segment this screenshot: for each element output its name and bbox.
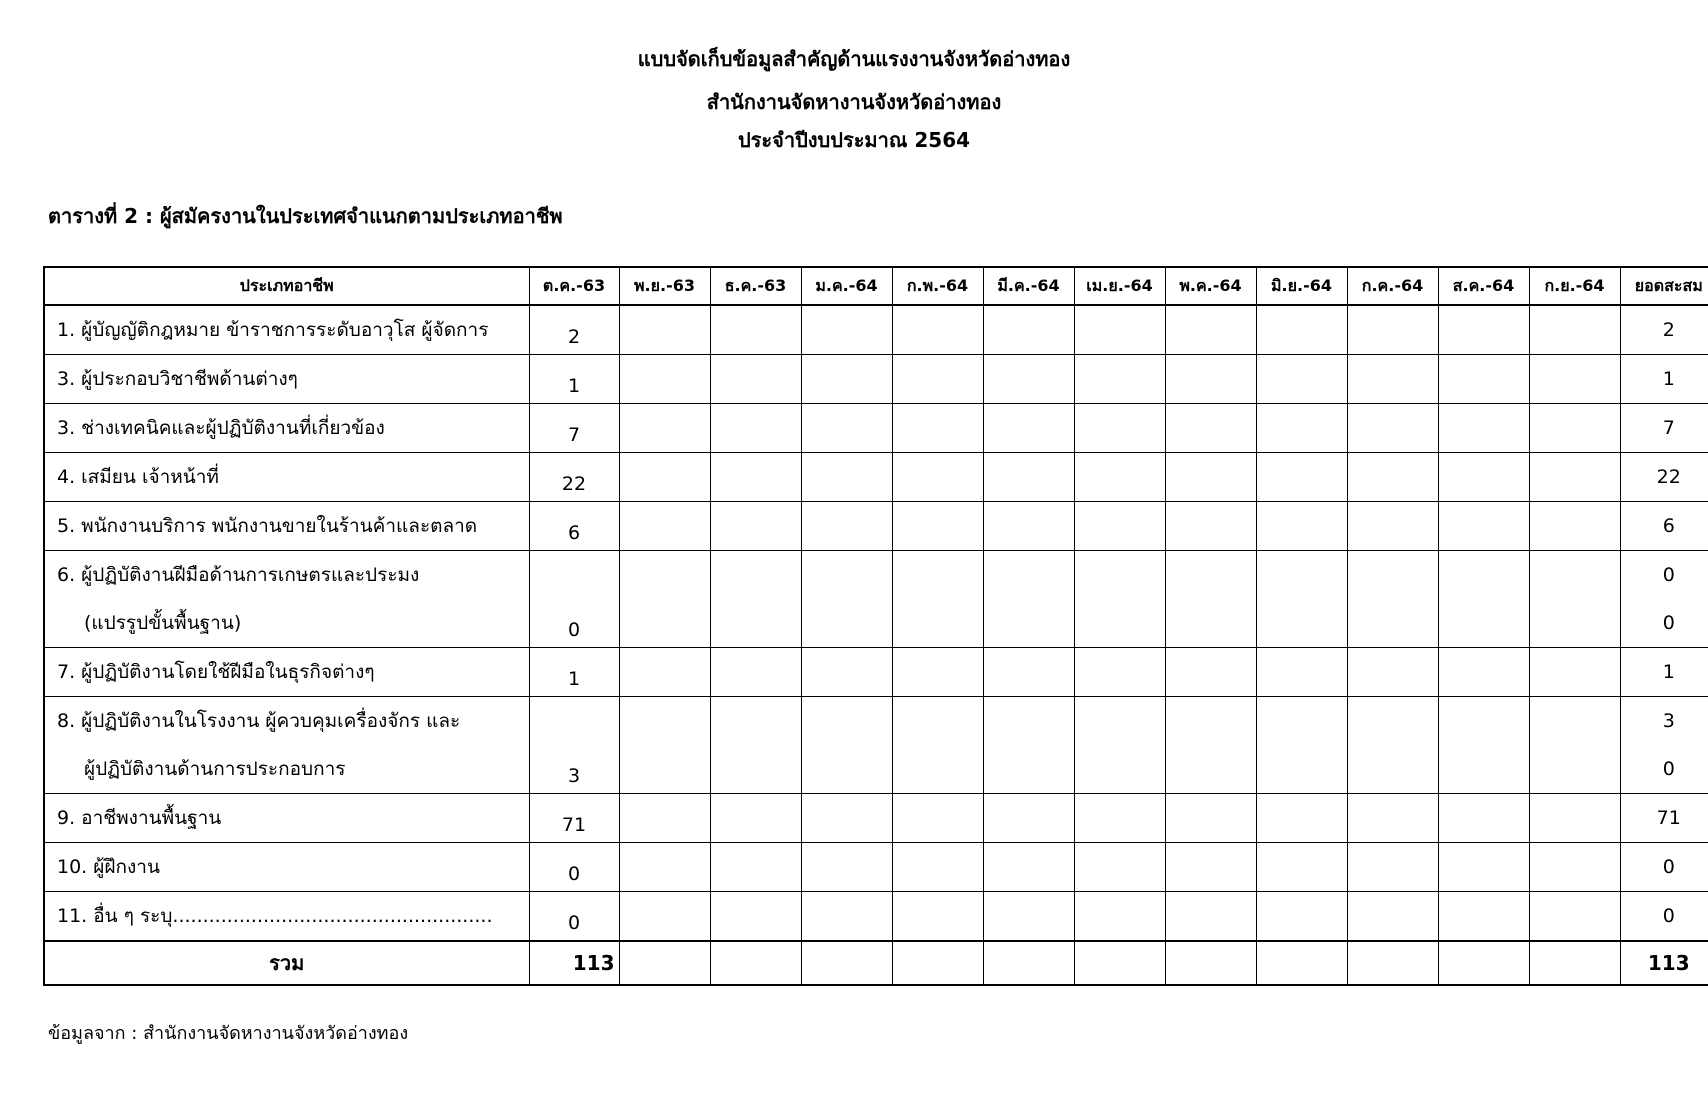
total-accumulated: 113 [1620, 941, 1708, 985]
occupation-cell [44, 404, 529, 453]
table-cell [1074, 941, 1165, 985]
occupation-label: 6. ผู้ปฏิบัติงานฝีมือด้านการเกษตรและประมง [57, 564, 420, 586]
table-cell [619, 305, 710, 355]
oct-value: 22 [529, 453, 619, 502]
col-header: ประเภทอาชีพ [44, 267, 529, 305]
table-cell [801, 794, 892, 843]
table-cell [1529, 305, 1620, 355]
table-cell [1438, 551, 1529, 648]
source-note: ข้อมูลจาก : สำนักงานจัดหางานจังหวัดอ่างทอง [48, 1023, 409, 1044]
table-row [44, 453, 1708, 502]
table-row [44, 648, 1708, 697]
table-cell [1074, 648, 1165, 697]
table-cell [710, 551, 801, 648]
accumulated-cell [1620, 843, 1708, 892]
col-header: ม.ค.-64 [801, 267, 892, 305]
table-cell [983, 794, 1074, 843]
accumulated-value: 6 [1662, 515, 1675, 537]
col-header: พ.ค.-64 [1165, 267, 1256, 305]
table-cell [1074, 697, 1165, 794]
table-cell [1256, 453, 1347, 502]
table-cell [1347, 551, 1438, 648]
table-cell [1074, 794, 1165, 843]
table-cell [1347, 502, 1438, 551]
table-cell [1529, 551, 1620, 648]
col-header: มี.ค.-64 [983, 267, 1074, 305]
table-cell [619, 697, 710, 794]
occupation-cell [44, 648, 529, 697]
table-cell [619, 453, 710, 502]
table-cell [1529, 892, 1620, 942]
col-header: ต.ค.-63 [529, 267, 619, 305]
table-cell [983, 502, 1074, 551]
occupation-cell [44, 794, 529, 843]
table-cell [1438, 355, 1529, 404]
col-header: พ.ย.-63 [619, 267, 710, 305]
table-cell [1165, 404, 1256, 453]
table-cell [983, 843, 1074, 892]
table-cell [983, 648, 1074, 697]
table-cell [619, 843, 710, 892]
table-row [44, 305, 1708, 355]
table-cell [1438, 697, 1529, 794]
table-cell [710, 502, 801, 551]
table-cell [801, 305, 892, 355]
accumulated-cell [1620, 453, 1708, 502]
table-cell [710, 305, 801, 355]
table-cell [1347, 794, 1438, 843]
table-cell [710, 404, 801, 453]
col-header: ก.พ.-64 [892, 267, 983, 305]
table-cell [1074, 404, 1165, 453]
accumulated-cell [1620, 648, 1708, 697]
table-cell [1165, 892, 1256, 942]
table-cell [892, 355, 983, 404]
table-body [44, 305, 1708, 941]
table-cell [1438, 892, 1529, 942]
table-cell [1256, 502, 1347, 551]
table-row [44, 892, 1708, 942]
occupation-label: 9. อาชีพงานพื้นฐาน [57, 807, 222, 829]
table-cell [619, 941, 710, 985]
table-cell [710, 892, 801, 942]
total-oct: 113 [529, 941, 619, 985]
table-cell [801, 892, 892, 942]
table-cell [1165, 502, 1256, 551]
total-row [44, 941, 1708, 985]
accumulated-cell [1620, 404, 1708, 453]
table-cell [1529, 794, 1620, 843]
office-name: สำนักงานจัดหางานจังหวัดอ่างทอง [706, 90, 1002, 114]
table-cell [892, 648, 983, 697]
occupation-cell [44, 697, 529, 794]
table-cell [619, 551, 710, 648]
table-cell [1256, 843, 1347, 892]
accumulated-cell [1620, 892, 1708, 942]
col-header: ธ.ค.-63 [710, 267, 801, 305]
occupation-label: 3. ผู้ประกอบวิชาชีพด้านต่างๆ [57, 368, 298, 390]
table-cell [1438, 648, 1529, 697]
table-cell [983, 404, 1074, 453]
occupation-cell [44, 355, 529, 404]
table-cell [801, 404, 892, 453]
table-cell [1256, 941, 1347, 985]
table-cell [1529, 355, 1620, 404]
accumulated-cell [1620, 551, 1708, 648]
table-cell [1347, 843, 1438, 892]
table-cell [892, 892, 983, 942]
occupation-cell [44, 843, 529, 892]
table-cell [1347, 648, 1438, 697]
table-row [44, 355, 1708, 404]
table-cell [983, 697, 1074, 794]
table-cell [983, 453, 1074, 502]
occupation-label: 5. พนักงานบริการ พนักงานขายในร้านค้าและตลาด [57, 515, 478, 537]
occupation-label: 1. ผู้บัญญัติกฎหมาย ข้าราชการระดับอาวุโส ผู้จัดการ [57, 319, 489, 341]
col-header: ส.ค.-64 [1438, 267, 1529, 305]
col-header: ยอดสะสม [1620, 267, 1708, 305]
table-cell [1347, 305, 1438, 355]
report-title: แบบจัดเก็บข้อมูลสำคัญด้านแรงงานจังหวัดอ่างทอง [637, 47, 1071, 71]
table-cell [892, 453, 983, 502]
table-cell [710, 843, 801, 892]
occupation-label: 8. ผู้ปฏิบัติงานในโรงงาน ผู้ควบคุมเครื่องจักร และ [57, 710, 461, 732]
table-cell [892, 551, 983, 648]
occupation-label: 7. ผู้ปฏิบัติงานโดยใช้ฝีมือในธุรกิจต่างๆ [57, 661, 375, 683]
table-cell [983, 305, 1074, 355]
table-cell [801, 355, 892, 404]
accumulated-value: 0 [1662, 564, 1675, 586]
table-cell [1165, 648, 1256, 697]
oct-value: 6 [529, 502, 619, 551]
table-cell [1529, 697, 1620, 794]
table-cell [892, 502, 983, 551]
table-cell [983, 551, 1074, 648]
accumulated-value: 1 [1662, 661, 1675, 683]
table-row [44, 551, 1708, 648]
table-row [44, 404, 1708, 453]
fiscal-year: ประจำปีงบประมาณ 2564 [737, 128, 971, 152]
col-header: ก.ค.-64 [1347, 267, 1438, 305]
table-cell [801, 843, 892, 892]
table-cell [1347, 453, 1438, 502]
table-cell [801, 697, 892, 794]
table-cell [619, 404, 710, 453]
table-cell [1438, 794, 1529, 843]
table-cell [1256, 305, 1347, 355]
table-cell [1438, 941, 1529, 985]
table-cell [619, 502, 710, 551]
table-cell [1074, 502, 1165, 551]
accumulated-value: 2 [1662, 319, 1675, 341]
accumulated-cell [1620, 502, 1708, 551]
occupation-cell [44, 551, 529, 648]
table-cell [801, 551, 892, 648]
oct-value: 7 [529, 404, 619, 453]
table-cell [1074, 355, 1165, 404]
table-cell [1438, 305, 1529, 355]
table-cell [1347, 697, 1438, 794]
occupation-label: 4. เสมียน เจ้าหน้าที่ [57, 466, 219, 488]
table-cell [1074, 551, 1165, 648]
table-cell [892, 697, 983, 794]
occupation-label: ผู้ปฏิบัติงานด้านการประกอบการ [84, 758, 346, 780]
col-header: มิ.ย.-64 [1256, 267, 1347, 305]
table-cell [801, 502, 892, 551]
table-cell [801, 648, 892, 697]
table-cell [1074, 843, 1165, 892]
table-cell [619, 892, 710, 942]
table-cell [1529, 502, 1620, 551]
table-cell [801, 453, 892, 502]
table-cell [1165, 843, 1256, 892]
table-cell [1256, 551, 1347, 648]
accumulated-value: 1 [1662, 368, 1675, 390]
table-cell [710, 648, 801, 697]
table-cell [1165, 551, 1256, 648]
table-cell [710, 355, 801, 404]
table-row [44, 794, 1708, 843]
table-cell [1347, 404, 1438, 453]
table-cell [1074, 892, 1165, 942]
accumulated-value: 71 [1656, 807, 1681, 829]
occupation-label: 10. ผู้ฝึกงาน [57, 856, 160, 878]
table-cell [619, 794, 710, 843]
table-cell [1529, 648, 1620, 697]
occupation-label: 11. อื่น ๆ ระบุ..................................................... [57, 905, 493, 927]
accumulated-cell [1620, 697, 1708, 794]
occupation-cell [44, 502, 529, 551]
accumulated-cell [1620, 794, 1708, 843]
table-cell [892, 404, 983, 453]
table-row [44, 843, 1708, 892]
accumulated-value: 7 [1662, 417, 1675, 439]
table-cell [1529, 843, 1620, 892]
table-cell [710, 453, 801, 502]
table-cell [983, 355, 1074, 404]
occupation-table [43, 266, 1708, 986]
oct-value: 2 [529, 305, 619, 355]
table-cell [1438, 404, 1529, 453]
table-cell [1256, 404, 1347, 453]
accumulated-value: 22 [1656, 466, 1681, 488]
col-header: เม.ย.-64 [1074, 267, 1165, 305]
table-cell [1165, 305, 1256, 355]
accumulated-value: 0 [1662, 758, 1675, 780]
accumulated-value: 3 [1662, 710, 1675, 732]
oct-value: 3 [529, 697, 619, 794]
table-cell [892, 941, 983, 985]
table-cell [1165, 941, 1256, 985]
table-cell [1256, 355, 1347, 404]
accumulated-value: 0 [1662, 856, 1675, 878]
table-cell [1165, 355, 1256, 404]
table-cell [1165, 697, 1256, 794]
occupation-cell [44, 305, 529, 355]
table-cell [983, 892, 1074, 942]
table-cell [1529, 453, 1620, 502]
header-row [44, 267, 1708, 305]
table-cell [1256, 794, 1347, 843]
table-cell [1347, 355, 1438, 404]
table-caption: ตารางที่ 2 : ผู้สมัครงานในประเทศจำแนกตามประเภทอาชีพ [48, 204, 563, 228]
table-cell [1256, 648, 1347, 697]
table-cell [619, 355, 710, 404]
table-cell [710, 941, 801, 985]
col-header: ก.ย.-64 [1529, 267, 1620, 305]
table-cell [801, 941, 892, 985]
occupation-label: 3. ช่างเทคนิคและผู้ปฏิบัติงานที่เกี่ยวข้อง [57, 417, 385, 439]
table-cell [1438, 502, 1529, 551]
table-cell [1529, 404, 1620, 453]
table-cell [1438, 843, 1529, 892]
table-cell [1347, 892, 1438, 942]
table-cell [892, 843, 983, 892]
table-cell [892, 305, 983, 355]
accumulated-cell [1620, 355, 1708, 404]
oct-value: 1 [529, 355, 619, 404]
table-cell [1438, 453, 1529, 502]
table-cell [710, 794, 801, 843]
oct-value: 1 [529, 648, 619, 697]
table-cell [710, 697, 801, 794]
table-cell [1074, 453, 1165, 502]
table-cell [1529, 941, 1620, 985]
table-cell [1347, 941, 1438, 985]
table-cell [619, 648, 710, 697]
occupation-cell [44, 892, 529, 942]
oct-value: 0 [529, 843, 619, 892]
table-cell [1256, 892, 1347, 942]
oct-value: 0 [529, 551, 619, 648]
accumulated-value: 0 [1662, 612, 1675, 634]
accumulated-cell [1620, 305, 1708, 355]
table-row [44, 697, 1708, 794]
accumulated-value: 0 [1662, 905, 1675, 927]
occupation-cell [44, 453, 529, 502]
oct-value: 71 [529, 794, 619, 843]
table-cell [1165, 453, 1256, 502]
table-cell [1256, 697, 1347, 794]
table-cell [983, 941, 1074, 985]
table-row [44, 502, 1708, 551]
total-label: รวม [44, 941, 529, 985]
table-cell [892, 794, 983, 843]
table-cell [1074, 305, 1165, 355]
oct-value: 0 [529, 892, 619, 942]
table-cell [1165, 794, 1256, 843]
occupation-label: (แปรรูปขั้นพื้นฐาน) [84, 612, 242, 634]
